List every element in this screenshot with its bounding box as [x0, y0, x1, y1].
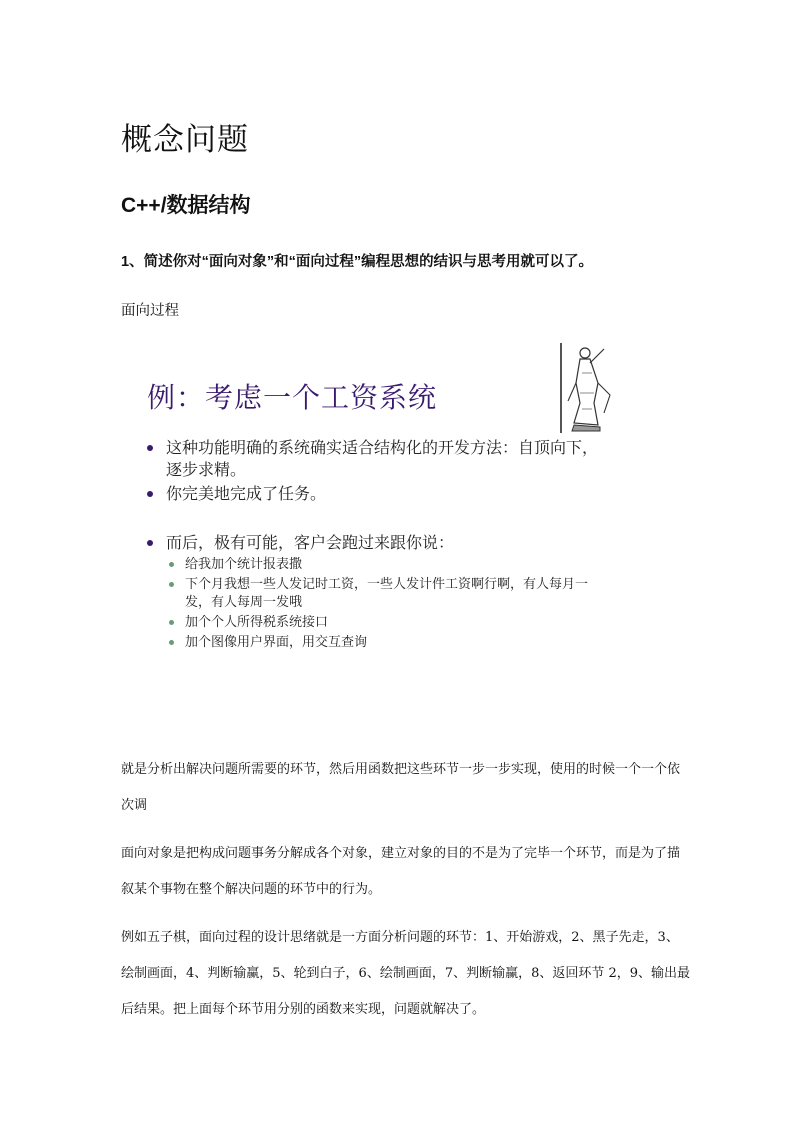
bullet-text: 这种功能明确的系统确实适合结构化的开发方法：自顶向下，逐步求精。 — [166, 438, 599, 479]
sub-bullet-text: 下个月我想一些人发记时工资，一些人发计件工资啊行啊，有人每月一发，有人每周一发哦 — [185, 577, 589, 610]
sub-bullet-dot-icon — [169, 620, 174, 625]
slide-sub-bullet — [169, 556, 609, 574]
statue-illustration — [560, 343, 618, 433]
slide-bullet — [147, 437, 607, 481]
sub-bullet-dot-icon — [169, 582, 174, 587]
bullet-dot-icon — [147, 491, 153, 497]
bullet-dot-icon — [147, 445, 153, 451]
page-title: 概念问题 — [121, 122, 249, 158]
bullet-text: 你完美地完成了任务。 — [166, 484, 327, 503]
sub-bullet-text: 加个图像用户界面，用交互查询 — [185, 635, 368, 650]
bullet-text: 而后，极有可能，客户会跑过来跟你说： — [166, 533, 455, 552]
question-text: 1、简述你对“面向对象”和“面向过程”编程思想的结识与思考用就可以了。 — [121, 254, 594, 270]
paragraph: 面向对象是把构成问题事务分解成各个对象，建立对象的目的不是为了完毕一个环节，而是为了描叙某个事物在整个解决问题的环节中的行为。 — [121, 846, 681, 897]
bullet-dot-icon — [147, 540, 153, 546]
subheading: 面向过程 — [121, 303, 179, 319]
sub-bullet-dot-icon — [169, 640, 174, 645]
slide-sub-bullet — [169, 634, 609, 652]
paragraph: 例如五子棋，面向过程的设计思绪就是一方面分析问题的环节：1、开始游戏，2、黑子先走，3、绘制画面，4、判断输赢，5、轮到白子，6、绘制画面，7、判断输赢，8、返回环节 2，9、输出最后结果。把上面每个环节用分别的函数来实现，问题就解决了。 — [121, 930, 691, 1017]
slide-sub-bullet — [169, 576, 609, 612]
slide-image — [121, 343, 621, 665]
sub-bullet-text: 加个个人所得税系统接口 — [185, 615, 329, 630]
slide-bullet — [147, 532, 607, 554]
slide-sub-bullet — [169, 614, 609, 632]
paragraph: 就是分析出解决问题所需要的环节，然后用函数把这些环节一步一步实现，使用的时候一个一个依次调 — [121, 762, 681, 813]
slide-title: 例：考虑一个工资系统 — [147, 381, 438, 414]
section-title: C++/数据结构 — [121, 194, 251, 217]
sub-bullet-text: 给我加个统计报表撒 — [185, 557, 303, 572]
slide-bullet — [147, 483, 607, 505]
sub-bullet-dot-icon — [169, 562, 174, 567]
